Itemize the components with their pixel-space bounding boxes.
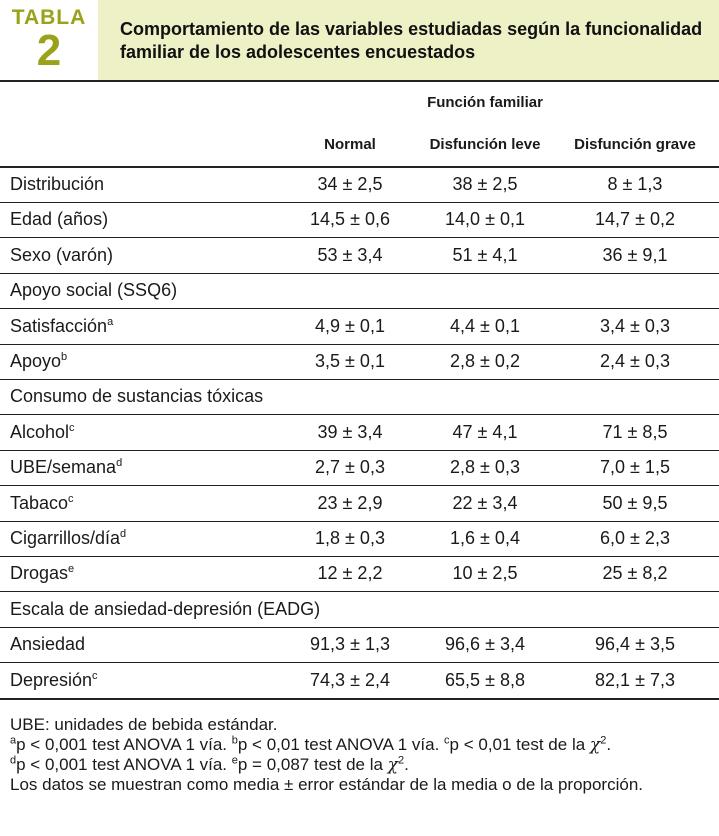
table-row <box>0 379 719 414</box>
note-line-3 <box>10 755 710 775</box>
row-label <box>10 244 113 266</box>
row-label <box>10 315 113 337</box>
note-e-text: p = 0,087 test de la <box>237 755 388 774</box>
table-notes <box>10 715 710 795</box>
row-label-superscript: d <box>116 457 123 470</box>
table-cell: 4,4 ± 0,1 <box>450 315 520 336</box>
table-cell: 1,6 ± 0,4 <box>450 528 520 548</box>
table-row <box>0 238 719 273</box>
row-label <box>10 421 75 443</box>
row-label-text: Satisfacción <box>10 315 108 336</box>
column-header-grave: Disfunción grave <box>574 136 696 153</box>
table-cell: 1,8 ± 0,3 <box>315 528 385 548</box>
table-row <box>0 486 719 521</box>
table-cell: 91,3 ± 1,3 <box>310 634 390 655</box>
row-label <box>10 208 108 230</box>
note-e-end: . <box>404 755 409 774</box>
table-cell: 34 ± 2,5 <box>317 174 383 194</box>
row-label-text: Depresión <box>10 669 93 690</box>
row-label-superscript: b <box>61 351 68 363</box>
table-cell: 12 ± 2,2 <box>317 563 383 584</box>
table-row <box>0 592 719 627</box>
row-label <box>10 669 98 691</box>
note-d-sup: d <box>10 754 17 767</box>
row-label-superscript: e <box>68 563 75 576</box>
note-line-2 <box>10 735 710 755</box>
row-label <box>10 173 104 195</box>
table-cell: 2,7 ± 0,3 <box>315 457 385 478</box>
row-label-superscript: a <box>107 315 114 328</box>
note-b-sup: b <box>231 734 238 747</box>
table-header <box>0 0 719 80</box>
row-label-text: Consumo de sustancias tóxicas <box>10 386 264 407</box>
row-label-text: Distribución <box>10 174 105 194</box>
table-cell: 71 ± 8,5 <box>602 421 668 442</box>
table-cell: 23 ± 2,9 <box>317 492 383 513</box>
table-row <box>0 663 719 698</box>
table-row <box>0 167 719 202</box>
table-cell: 50 ± 9,5 <box>602 492 668 513</box>
table-cell: 10 ± 2,5 <box>452 563 518 584</box>
table-cell: 65,5 ± 8,8 <box>445 669 525 690</box>
note-b-text: p < 0,01 test ANOVA 1 vía. <box>237 735 445 754</box>
table-cell: 25 ± 8,2 <box>602 563 668 584</box>
row-label-superscript: c <box>68 492 74 505</box>
note-a-sup: a <box>10 734 17 747</box>
column-header-normal: Normal <box>324 136 376 153</box>
note-line-1: UBE: unidades de bebida estándar. <box>10 715 278 734</box>
table-row <box>0 273 719 308</box>
table-cell: 4,9 ± 0,1 <box>315 315 385 336</box>
row-label-text: Tabaco <box>10 492 69 513</box>
note-line-4: Los datos se muestran como media ± error estándar de la media o de la proporción. <box>10 775 644 794</box>
table-cell: 8 ± 1,3 <box>607 174 663 194</box>
row-label <box>10 562 74 584</box>
row-label <box>10 385 263 407</box>
row-label <box>10 350 67 372</box>
row-label-text: Ansiedad <box>10 634 86 655</box>
top-rule <box>0 80 719 82</box>
note-c-sup: c <box>444 734 450 747</box>
row-label-text: Edad (años) <box>10 209 109 230</box>
table-cell: 96,6 ± 3,4 <box>445 634 525 655</box>
chi-symbol-2: χ <box>387 755 398 775</box>
table-cell: 36 ± 9,1 <box>602 244 668 265</box>
table-cell: 6,0 ± 2,3 <box>600 528 670 548</box>
row-label-text: Alcohol <box>10 421 70 442</box>
row-label-text: Drogas <box>10 563 69 584</box>
chi-exponent: 2 <box>600 734 607 747</box>
row-label-text: Escala de ansiedad-depresión (EADG) <box>10 598 321 619</box>
row-label-superscript: c <box>92 669 98 682</box>
row-label <box>10 456 122 478</box>
row-label-text: Cigarrillos/día <box>10 528 121 548</box>
table-row <box>0 415 719 450</box>
table-cell: 14,0 ± 0,1 <box>445 209 525 230</box>
table-cell: 82,1 ± 7,3 <box>595 669 675 690</box>
table-row <box>0 344 719 379</box>
table-cell: 22 ± 3,4 <box>452 492 518 513</box>
group-header: Función familiar <box>427 94 543 111</box>
table-row <box>0 450 719 485</box>
table-cell: 39 ± 3,4 <box>317 421 383 442</box>
table-cell: 74,3 ± 2,4 <box>310 669 390 690</box>
table-row <box>0 627 719 662</box>
table-title-box <box>98 0 719 80</box>
table-cell: 3,4 ± 0,3 <box>600 315 670 336</box>
table-cell: 14,5 ± 0,6 <box>310 209 390 230</box>
row-label-text: UBE/semana <box>10 457 117 478</box>
table-row <box>0 521 719 556</box>
table-cell: 2,8 ± 0,3 <box>450 457 520 478</box>
row-label-text: Apoyo <box>10 351 62 371</box>
table-cell: 2,4 ± 0,3 <box>600 351 670 371</box>
table-label-word: TABLA <box>11 6 87 29</box>
row-label-superscript: d <box>120 528 127 540</box>
row-label-superscript: c <box>69 421 75 434</box>
table-label-box <box>0 0 98 80</box>
table-cell: 51 ± 4,1 <box>452 244 518 265</box>
row-label <box>10 633 85 655</box>
table-cell: 14,7 ± 0,2 <box>595 209 675 230</box>
note-e-sup: e <box>231 754 238 767</box>
table-cell: 53 ± 3,4 <box>317 244 383 265</box>
table-title: Comportamiento de las variables estudiadas según la funcionalidad familiar de los adolescentes encuestados <box>120 19 703 62</box>
note-c-text: p < 0,01 test de la <box>449 735 590 754</box>
chi-exponent-2: 2 <box>398 754 405 767</box>
row-label-text: Apoyo social (SSQ6) <box>10 280 178 301</box>
chi-symbol: χ <box>589 735 601 755</box>
row-label <box>10 527 126 549</box>
table-row <box>0 309 719 344</box>
table-cell: 38 ± 2,5 <box>452 174 518 194</box>
row-label-text: Sexo (varón) <box>10 244 114 265</box>
table-cell: 3,5 ± 0,1 <box>315 351 385 371</box>
table-row <box>0 202 719 237</box>
note-a-text: p < 0,001 test ANOVA 1 vía. <box>16 735 232 754</box>
bottom-rule <box>0 698 719 700</box>
column-header-leve: Disfunción leve <box>429 136 541 153</box>
note-c-end: . <box>606 735 612 754</box>
table-row <box>0 556 719 591</box>
row-label <box>10 492 74 514</box>
row-label <box>10 279 177 301</box>
table-cell: 47 ± 4,1 <box>452 421 518 442</box>
table-cell: 2,8 ± 0,2 <box>450 351 520 371</box>
table-cell: 96,4 ± 3,5 <box>595 634 675 655</box>
table-label-number: 2 <box>36 26 62 75</box>
note-d-text: p < 0,001 test ANOVA 1 vía. <box>16 755 232 774</box>
table-cell: 7,0 ± 1,5 <box>600 457 670 478</box>
row-label <box>10 598 320 620</box>
